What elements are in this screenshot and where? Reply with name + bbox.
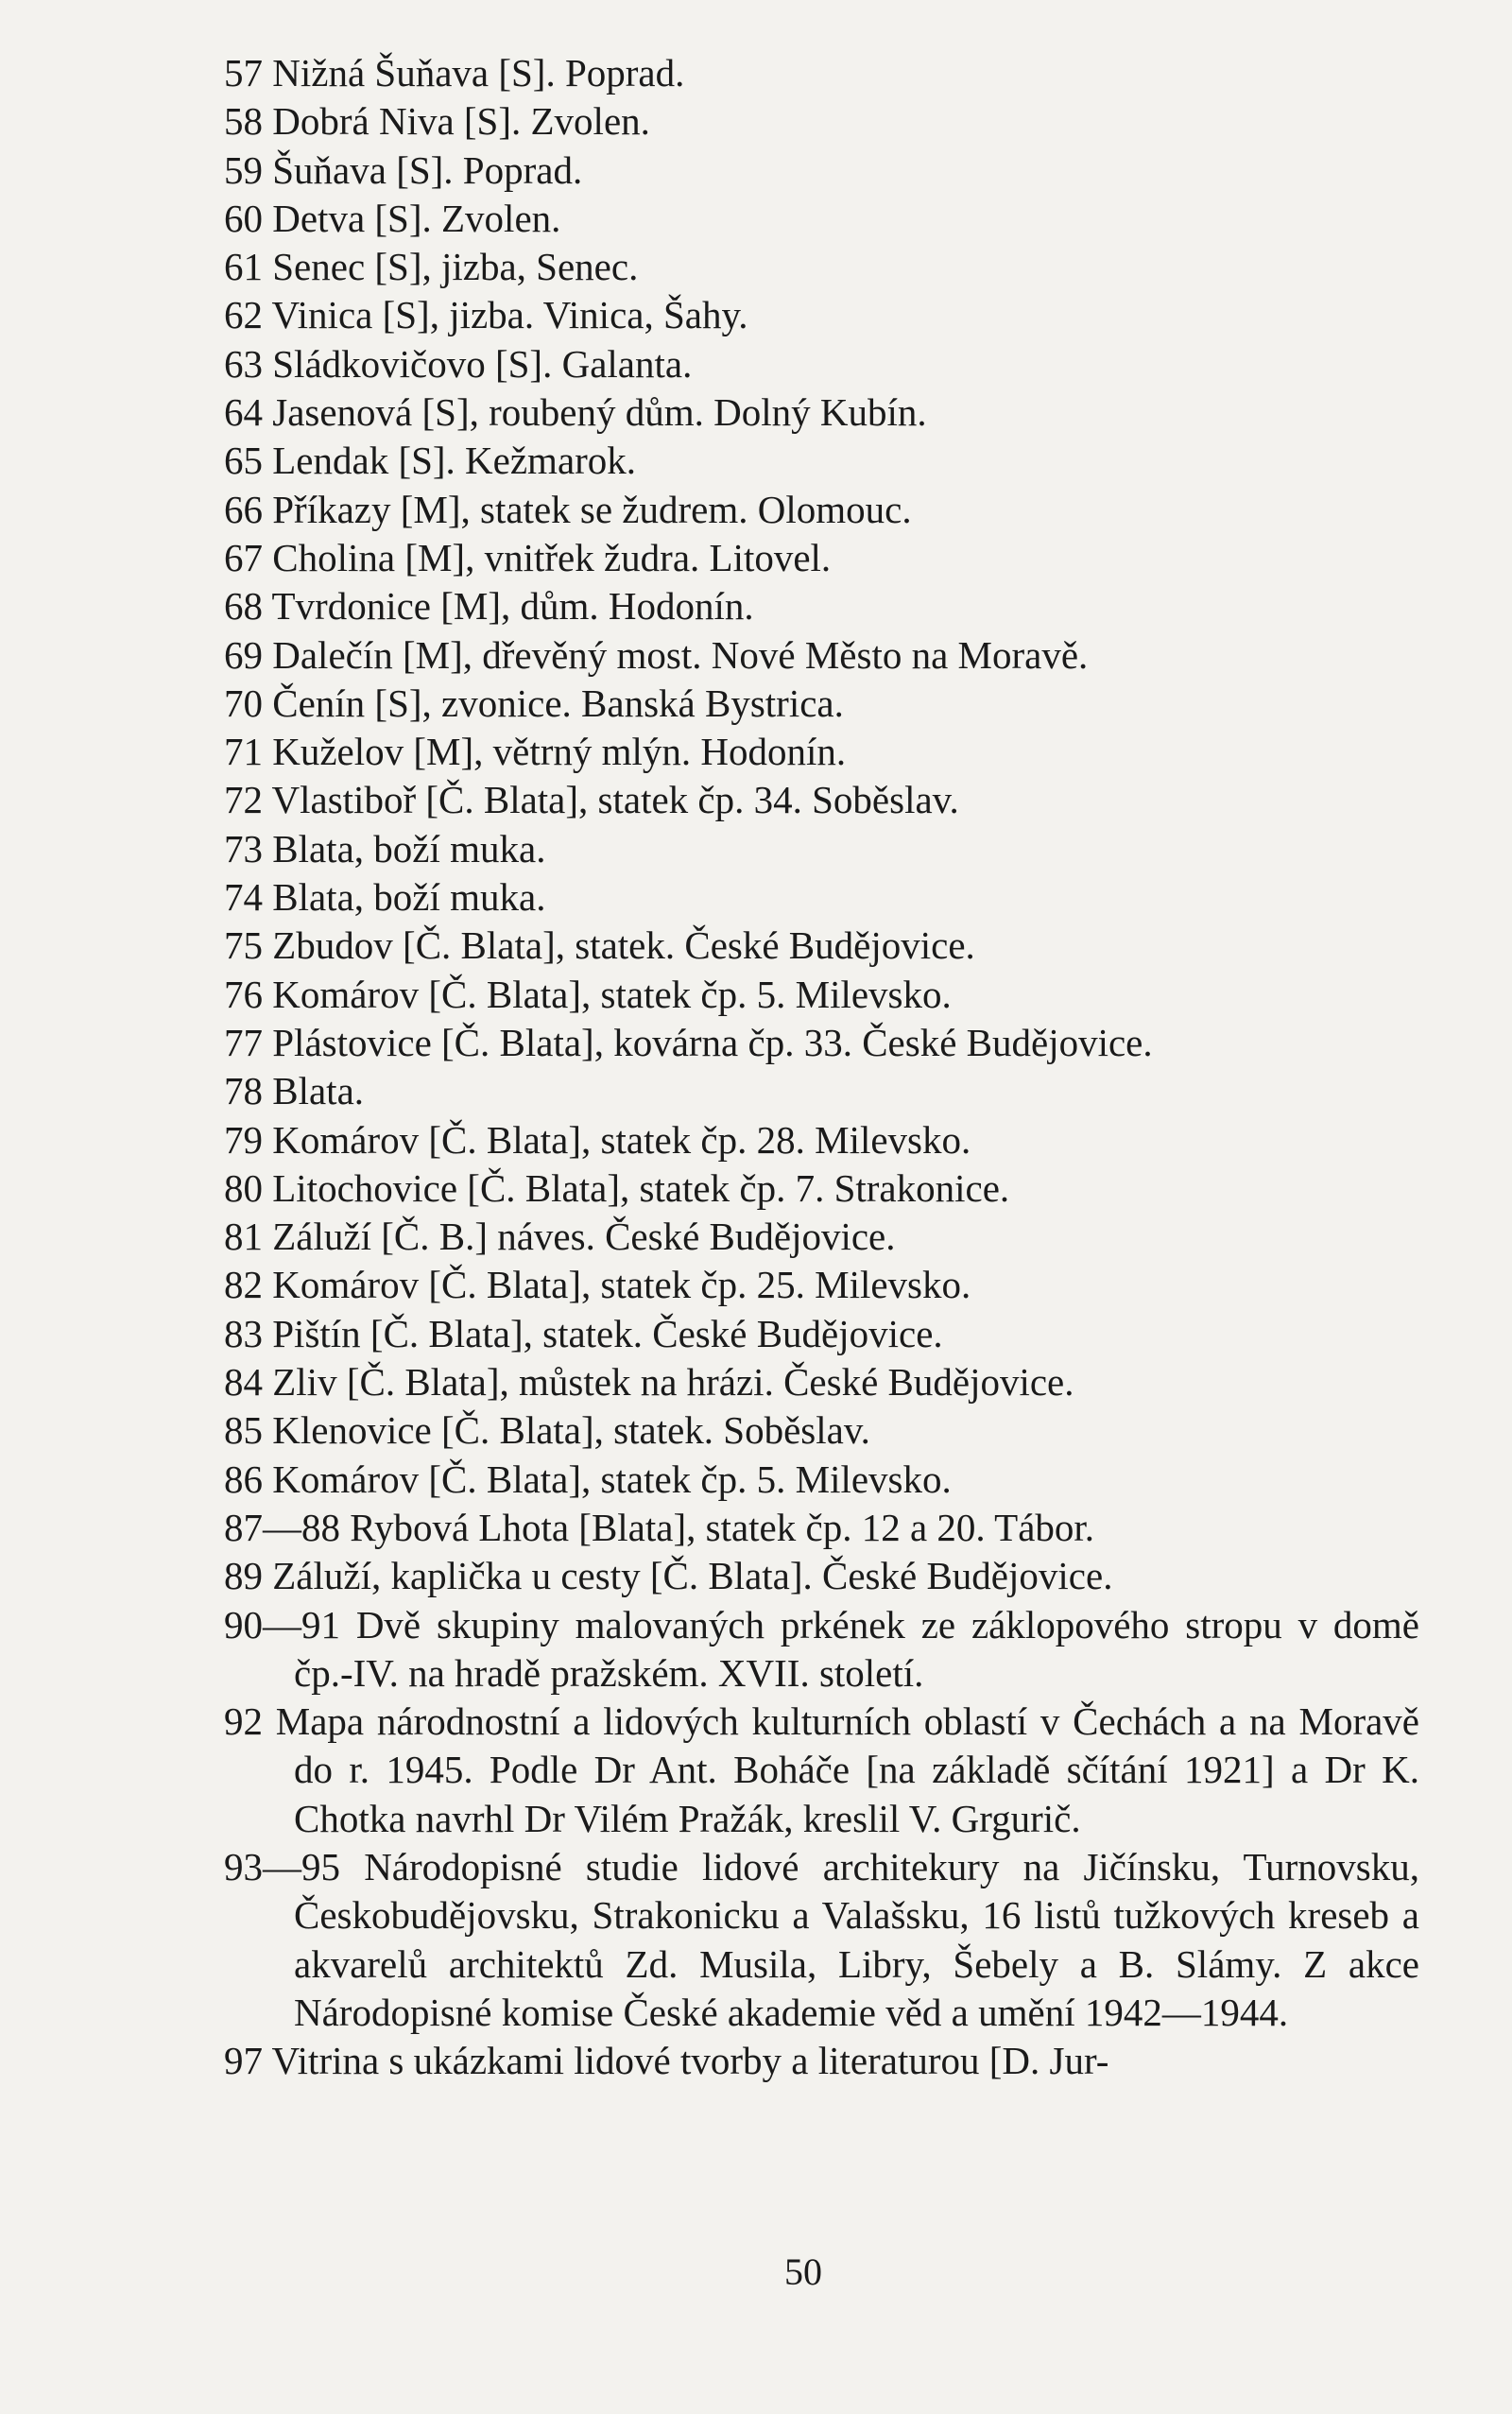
catalog-entry — [224, 1456, 1452, 1504]
entry-number: 80 — [224, 1165, 263, 1210]
page-number: 50 — [784, 2250, 822, 2293]
catalog-entry — [224, 728, 1452, 776]
catalog-entry — [224, 1358, 1452, 1406]
entry-number: 78 — [224, 1069, 263, 1113]
entry-text: Zliv [Č. Blata], můstek na hrázi. České Budějovice. — [272, 1360, 1074, 1405]
catalog-list — [224, 49, 1452, 2085]
entry-text: Cholina [M], vnitřek žudra. Litovel. — [272, 535, 832, 579]
entry-number: 77 — [224, 1020, 263, 1064]
catalog-entry — [224, 1310, 1452, 1358]
entry-number: 62 — [224, 293, 263, 337]
entry-number: 72 — [224, 778, 263, 822]
entry-number: 58 — [224, 99, 263, 144]
entry-text: Šuňava [S]. Poprad. — [272, 147, 583, 192]
entry-number: 79 — [224, 1117, 263, 1162]
catalog-entry — [224, 388, 1452, 437]
catalog-entry — [224, 1698, 1419, 1843]
entry-text: Záluží [Č. B.] náves. České Budějovice. — [272, 1215, 896, 1259]
entry-text: Plástovice [Č. Blata], kovárna čp. 33. České Budějovice. — [272, 1020, 1153, 1064]
catalog-entry — [224, 582, 1452, 630]
entry-text: Komárov [Č. Blata], statek čp. 28. Milevsko. — [272, 1117, 971, 1162]
catalog-entry — [224, 873, 1452, 922]
entry-number: 73 — [224, 826, 263, 871]
entry-number: 65 — [224, 439, 263, 483]
entry-text: Rybová Lhota [Blata], statek čp. 12 a 20. Tábor. — [350, 1505, 1095, 1549]
entry-text: Komárov [Č. Blata], statek čp. 25. Milevsko. — [272, 1263, 971, 1307]
entry-number: 63 — [224, 341, 263, 386]
entry-text: Komárov [Č. Blata], statek čp. 5. Milevsko. — [272, 972, 952, 1016]
entry-text: Vitrina s ukázkami lidové tvorby a literaturou [D. Jur- — [271, 2039, 1109, 2083]
catalog-entry — [224, 340, 1452, 388]
entry-text: Dvě skupiny malovaných prkének ze záklopového stropu v domě čp.-IV. na hradě pražském. XVII. století. — [294, 1602, 1419, 1695]
entry-number: 87—88 — [224, 1505, 340, 1549]
entry-text: Dobrá Niva [S]. Zvolen. — [272, 99, 650, 144]
entry-text: Klenovice [Č. Blata], statek. Soběslav. — [272, 1408, 870, 1453]
entry-number: 85 — [224, 1408, 263, 1453]
catalog-entry — [224, 971, 1452, 1019]
entry-text: Čenín [S], zvonice. Banská Bystrica. — [272, 681, 844, 725]
catalog-entry — [224, 1504, 1452, 1552]
catalog-entry — [224, 1552, 1452, 1600]
catalog-entry — [224, 1164, 1452, 1213]
entry-number: 71 — [224, 730, 263, 774]
entry-number: 57 — [224, 51, 263, 95]
entry-number: 68 — [224, 584, 263, 629]
entry-number: 84 — [224, 1360, 263, 1405]
catalog-entry — [224, 195, 1452, 243]
entry-number: 82 — [224, 1263, 263, 1307]
entry-number: 64 — [224, 390, 263, 435]
entry-number: 83 — [224, 1311, 263, 1355]
entry-number: 70 — [224, 681, 263, 725]
entry-text: Komárov [Č. Blata], statek čp. 5. Milevsko. — [272, 1457, 952, 1501]
entry-number: 59 — [224, 147, 263, 192]
catalog-entry — [224, 1116, 1452, 1164]
entry-text: Vinica [S], jizba. Vinica, Šahy. — [271, 293, 748, 337]
entry-text: Nižná Šuňava [S]. Poprad. — [272, 51, 685, 95]
catalog-entry — [224, 1601, 1419, 1698]
entry-text: Dalečín [M], dřevěný most. Nové Město na Moravě. — [272, 632, 1089, 677]
entry-text: Příkazy [M], statek se žudrem. Olomouc. — [272, 487, 912, 531]
entry-number: 81 — [224, 1215, 263, 1259]
entry-text: Národopisné studie lidové architekury na Jičínsku, Turnovsku, Českobudějovsku, Strakonicku a Valašsku, 16 listů tužkových kreseb a akvarelů architektů Zd. Musila, Libry, Šebely a B. Slámy. Z akce Národopisné komise České akademie věd a umění 1942—1944. — [294, 1844, 1420, 2034]
entry-number: 66 — [224, 487, 263, 531]
catalog-entry — [224, 776, 1452, 824]
catalog-entry — [224, 534, 1452, 582]
catalog-entry — [224, 1019, 1452, 1067]
entry-number: 97 — [224, 2039, 263, 2083]
entry-text: Lendak [S]. Kežmarok. — [272, 439, 637, 483]
entry-number: 86 — [224, 1457, 263, 1501]
catalog-entry — [224, 825, 1452, 873]
entry-text: Senec [S], jizba, Senec. — [272, 245, 639, 289]
entry-text: Blata, boží muka. — [272, 826, 546, 871]
entry-number: 69 — [224, 632, 263, 677]
catalog-entry — [224, 631, 1452, 680]
catalog-entry — [224, 486, 1452, 534]
entry-text: Kuželov [M], větrný mlýn. Hodonín. — [272, 730, 847, 774]
entry-number: 61 — [224, 245, 263, 289]
entry-number: 75 — [224, 923, 263, 968]
entry-text: Sládkovičovo [S]. Galanta. — [272, 341, 693, 386]
entry-text: Vlastiboř [Č. Blata], statek čp. 34. Soběslav. — [271, 778, 959, 822]
catalog-entry — [224, 1261, 1452, 1309]
catalog-entry — [224, 147, 1452, 195]
entry-number: 76 — [224, 972, 263, 1016]
entry-text: Mapa národnostní a lidových kulturních oblastí v Čechách a na Moravě do r. 1945. Podle Dr Ant. Boháče [na základě sčítání 1921] a Dr K. Chotka navrhl Dr Vilém Pražák, kreslil V. Grgurič. — [275, 1699, 1420, 1840]
entry-text: Záluží, kaplička u cesty [Č. Blata]. České Budějovice. — [272, 1554, 1113, 1598]
catalog-entry — [224, 243, 1452, 291]
entry-text: Jasenová [S], roubený dům. Dolný Kubín. — [272, 390, 927, 435]
entry-number: 67 — [224, 535, 263, 579]
entry-number: 93—95 — [224, 1844, 340, 1888]
catalog-entry — [224, 97, 1452, 146]
catalog-entry — [224, 680, 1452, 728]
catalog-entry — [224, 1406, 1452, 1455]
entry-text: Blata. — [272, 1069, 365, 1113]
catalog-entry — [224, 437, 1452, 485]
catalog-entry — [224, 49, 1452, 97]
entry-text: Tvrdonice [M], dům. Hodonín. — [271, 584, 754, 629]
entry-number: 92 — [224, 1699, 263, 1744]
entry-text: Detva [S]. Zvolen. — [272, 196, 561, 240]
entry-number: 74 — [224, 875, 263, 920]
entry-text: Litochovice [Č. Blata], statek čp. 7. Strakonice. — [272, 1165, 1010, 1210]
catalog-entry — [224, 1213, 1452, 1261]
catalog-entry — [224, 1843, 1419, 2037]
entry-number: 89 — [224, 1554, 263, 1598]
entry-number: 60 — [224, 196, 263, 240]
catalog-entry — [224, 922, 1452, 970]
entry-number: 90—91 — [224, 1602, 340, 1647]
catalog-entry — [224, 2037, 1419, 2085]
entry-text: Pištín [Č. Blata], statek. České Budějovice. — [272, 1311, 943, 1355]
entry-text: Zbudov [Č. Blata], statek. České Budějovice. — [272, 923, 975, 968]
catalog-entry — [224, 291, 1452, 339]
catalog-entry — [224, 1067, 1452, 1115]
entry-text: Blata, boží muka. — [272, 875, 546, 920]
